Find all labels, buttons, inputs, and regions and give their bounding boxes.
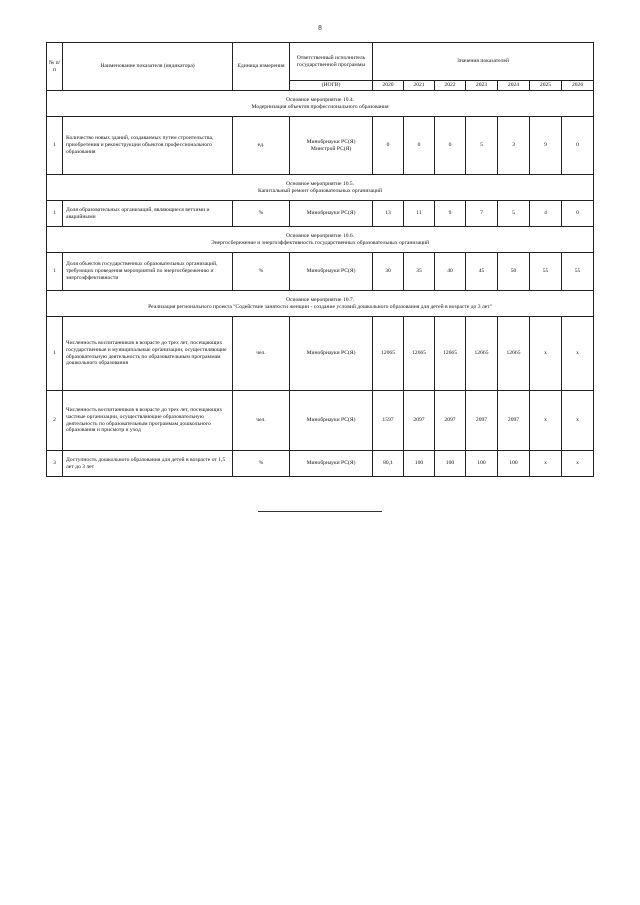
section-title: Основное мероприятие 10.4. Модернизация объектов профессионального образования (47, 91, 594, 117)
section-title: Основное мероприятие 10.5. Капитальный ремонт образовательных организаций (47, 175, 594, 201)
value-cell: х (562, 391, 594, 451)
header-year: 2025 (530, 81, 562, 91)
value-cell: х (562, 317, 594, 391)
value-cell: 4 (530, 201, 562, 227)
value-cell: 0 (435, 117, 466, 175)
value-cell: 100 (466, 451, 498, 477)
header-name: Наименование показателя (индикатора) (63, 43, 233, 91)
section-header-row (47, 227, 594, 253)
value-cell: 30 (373, 253, 404, 291)
value-cell: 2097 (435, 391, 466, 451)
value-cell: 12665 (435, 317, 466, 391)
indicator-name: Доступность дошкольного образования для детей в возрасте от 1,5 лет до 3 лет (63, 451, 233, 477)
value-cell: 11 (404, 201, 435, 227)
page-number: 8 (318, 24, 322, 32)
table-row (47, 201, 594, 227)
table-row (47, 451, 594, 477)
row-number: 2 (47, 391, 63, 451)
value-cell: 12665 (498, 317, 530, 391)
header-executor: Ответственный исполнитель государственной программы (290, 43, 373, 81)
unit: % (233, 451, 290, 477)
value-cell: 50 (498, 253, 530, 291)
value-cell: 5 (466, 117, 498, 175)
value-cell: х (530, 391, 562, 451)
value-cell: х (562, 451, 594, 477)
header-no: № п/п (47, 43, 63, 91)
table-row (47, 391, 594, 451)
value-cell: 0 (404, 117, 435, 175)
table-row (47, 253, 594, 291)
row-number: 1 (47, 201, 63, 227)
value-cell: 55 (530, 253, 562, 291)
value-cell: 3 (498, 117, 530, 175)
value-cell: 55 (562, 253, 594, 291)
value-cell: 45 (466, 253, 498, 291)
header-year: 2021 (404, 81, 435, 91)
value-cell: 2097 (404, 391, 435, 451)
value-cell: 0 (562, 201, 594, 227)
section-title: Основное мероприятие 10.7. Реализация регионального проекта "Содействие занятости женщин - создание условий дошкольного образования для детей в возрасте до 3 лет" (47, 291, 594, 317)
value-cell: 100 (435, 451, 466, 477)
row-number: 1 (47, 317, 63, 391)
indicators-table (46, 42, 594, 477)
section-header-row (47, 91, 594, 117)
value-cell: 100 (498, 451, 530, 477)
header-unit: Единица измерения (233, 43, 290, 91)
indicator-name: Доля образовательных организаций, являющиеся ветхими и аварийными (63, 201, 233, 227)
value-cell: 1597 (373, 391, 404, 451)
header-year: 2026 (562, 81, 594, 91)
table-row (47, 117, 594, 175)
value-cell: х (530, 451, 562, 477)
value-cell: 40 (435, 253, 466, 291)
value-cell: 2097 (466, 391, 498, 451)
header-year: 2020 (373, 81, 404, 91)
value-cell: 7 (466, 201, 498, 227)
executor: Минобрнауки РС(Я) (290, 451, 373, 477)
value-cell: 35 (404, 253, 435, 291)
value-cell: 5 (498, 201, 530, 227)
value-cell: 13 (373, 201, 404, 227)
header-year: 2023 (466, 81, 498, 91)
value-cell: 0 (562, 117, 594, 175)
section-header-row (47, 175, 594, 201)
section-title: Основное мероприятие 10.6. Энергосбережение и энергоэффективность государственных образовательных организаций (47, 227, 594, 253)
executor: Минобрнауки РС(Я) (290, 317, 373, 391)
unit: ед. (233, 117, 290, 175)
header-executor-sub: (ИОГВ) (290, 81, 373, 91)
row-number: 1 (47, 253, 63, 291)
header-year: 2022 (435, 81, 466, 91)
indicator-name: Количество новых зданий, создаваемых путем строительства, приобретения и реконструкции объектов профессионального образования (63, 117, 233, 175)
unit: % (233, 201, 290, 227)
unit: чел. (233, 317, 290, 391)
value-cell: х (530, 317, 562, 391)
executor: Минобрнауки РС(Я) (290, 391, 373, 451)
executor: Минобрнауки РС(Я) Минстрой РС(Я) (290, 117, 373, 175)
executor: Минобрнауки РС(Я) (290, 201, 373, 227)
unit: % (233, 253, 290, 291)
header-year: 2024 (498, 81, 530, 91)
value-cell: 2097 (498, 391, 530, 451)
value-cell: 100 (404, 451, 435, 477)
row-number: 3 (47, 451, 63, 477)
indicator-name: Доля объектов государственных образовательных организаций, требующих проведения мероприятий по энергосбережению и энергоэффективности (63, 253, 233, 291)
table-row (47, 317, 594, 391)
value-cell: 12665 (404, 317, 435, 391)
header-values: Значения показателей (373, 43, 594, 81)
value-cell: 80,1 (373, 451, 404, 477)
section-header-row (47, 291, 594, 317)
indicator-name: Численность воспитанников в возрасте до трех лет, посещающих государственные и муниципальные организации, осуществляющие образовательную деятельность по образовательным программам дошкольного образования (63, 317, 233, 391)
value-cell: 9 (435, 201, 466, 227)
value-cell: 0 (373, 117, 404, 175)
unit: чел. (233, 391, 290, 451)
executor: Минобрнауки РС(Я) (290, 253, 373, 291)
value-cell: 12065 (373, 317, 404, 391)
indicator-name: Численность воспитанников в возрасте до трех лет, посещающих частные организации, осуществляющие образовательную деятельность по образовательным программам дошкольного образования и присмотр и уход (63, 391, 233, 451)
footer-divider (258, 511, 382, 512)
value-cell: 12665 (466, 317, 498, 391)
row-number: 1 (47, 117, 63, 175)
value-cell: 9 (530, 117, 562, 175)
